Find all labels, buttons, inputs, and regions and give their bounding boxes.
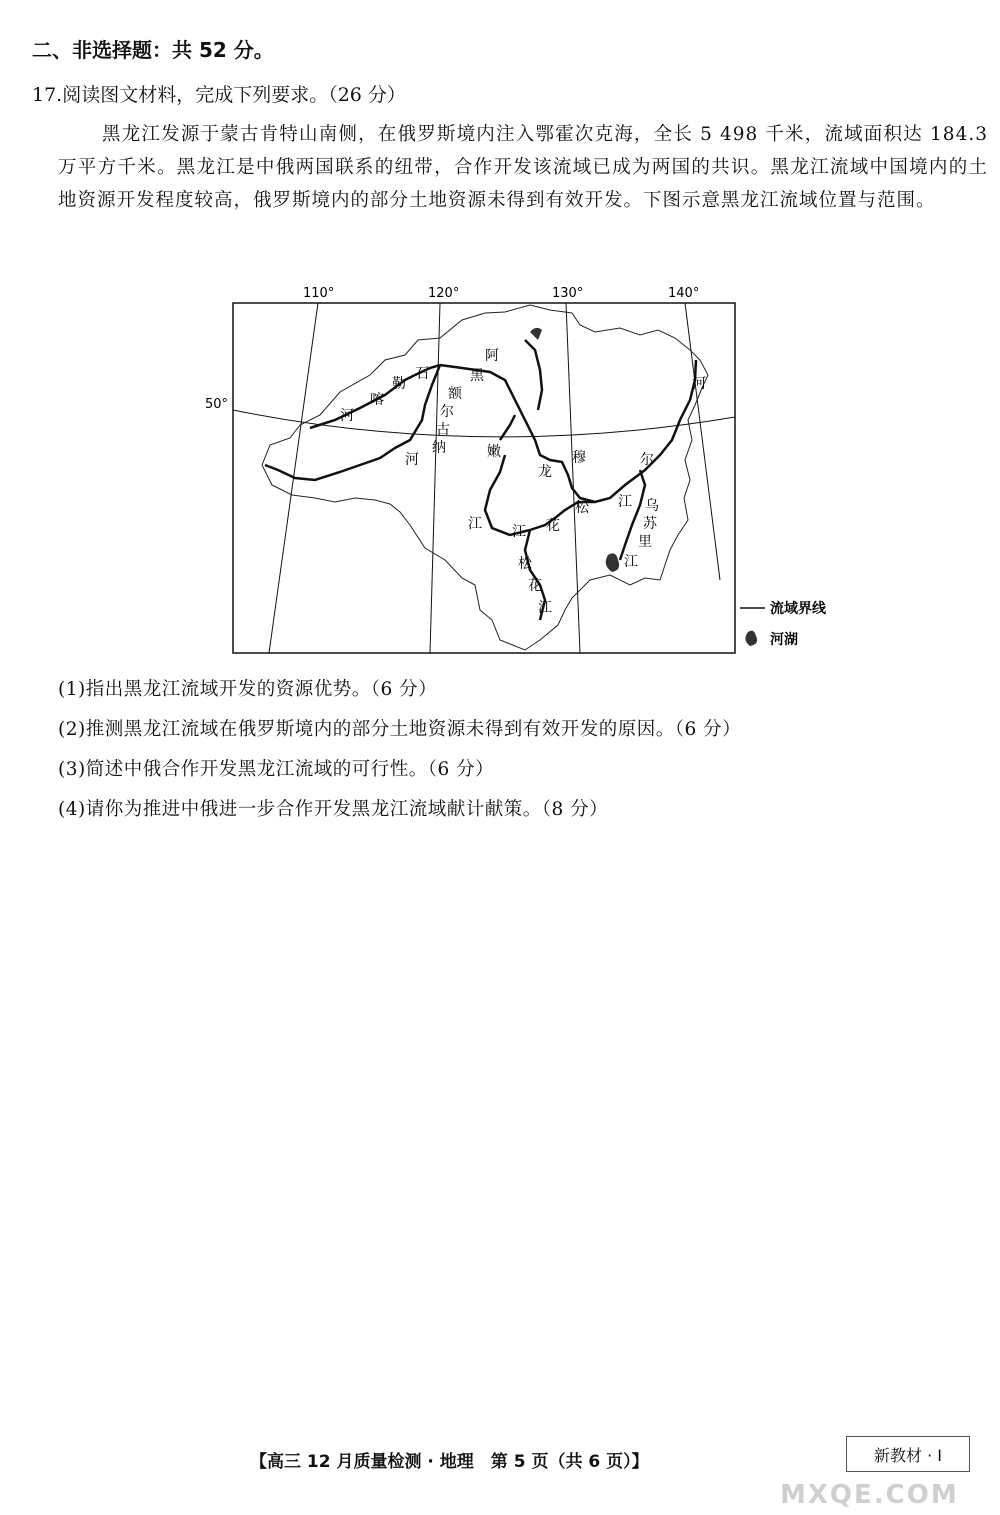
river-label: 松 — [518, 556, 532, 572]
river-label: 河 — [405, 452, 419, 468]
river-label: 龙 — [538, 464, 552, 480]
river-label: 嫩 — [487, 444, 501, 460]
question-title: 17.阅读图文材料，完成下列要求。（26 分） — [32, 84, 406, 106]
river-label: 石 — [415, 366, 429, 382]
parallel-50 — [233, 410, 735, 437]
sub-question-3: (3)简述中俄合作开发黑龙江流域的可行性。（6 分） — [58, 759, 495, 780]
river-label: 尔 — [440, 404, 454, 420]
river-label: 河 — [692, 376, 706, 392]
hulun-lake — [530, 328, 542, 340]
river-label: 黑 — [470, 368, 484, 384]
question-paragraph: 黑龙江发源于蒙古肯特山南侧，在俄罗斯境内注入鄂霍次克海，全长 5 498 千米，流域面积达 184.3 万平方千米。黑龙江是中俄两国联系的纽带，合作开发该流域已成为两国的共识。黑龙江流域中国境内的土地资源开发程度较高，俄罗斯境内的部分土地资源未得到有效开发。下图示意黑龙江流域位置与范围。 — [58, 124, 988, 211]
label-110: 110° — [303, 286, 335, 301]
label-50: 50° — [205, 397, 229, 412]
sub-question-4: (4)请你为推进中俄进一步合作开发黑龙江流域献计献策。（8 分） — [58, 799, 609, 820]
river-label: 乌 — [645, 498, 659, 514]
river-label: 河 — [340, 408, 354, 424]
river-label: 江 — [538, 600, 552, 616]
label-130: 130° — [552, 286, 584, 301]
edition-badge: 新教材 · I — [846, 1436, 970, 1472]
river-label: 穆 — [572, 450, 586, 466]
label-120: 120° — [428, 286, 460, 301]
label-140: 140° — [668, 286, 700, 301]
heilongjiang-basin-map — [200, 280, 840, 660]
river-labels — [340, 348, 706, 616]
legend-lake-label: 河湖 — [770, 632, 798, 648]
legend-lake-swatch — [745, 631, 757, 646]
meridian-140 — [685, 303, 720, 580]
river-label: 花 — [528, 578, 542, 594]
sub-question-1: (1)指出黑龙江流域开发的资源优势。（6 分） — [58, 679, 438, 700]
khanka-lake — [606, 553, 619, 572]
river-label: 喀 — [370, 392, 384, 408]
river-label: 勒 — [392, 376, 406, 392]
section-title: 二、非选择题：共 52 分。 — [32, 38, 274, 62]
river-label: 额 — [448, 386, 462, 402]
watermark: MXQE.COM — [780, 1480, 959, 1510]
amur-upper-loop — [525, 340, 542, 410]
river-label: 尔 — [640, 452, 654, 468]
river-label: 松 — [575, 500, 589, 516]
river-label: 江 — [618, 494, 632, 510]
page-footer: 【高三 12 月质量检测 · 地理 第 5 页（共 6 页）】 — [250, 1452, 649, 1472]
meridian-120 — [430, 303, 440, 653]
river-label: 里 — [638, 534, 652, 550]
map-frame — [233, 303, 735, 653]
river-label: 苏 — [643, 516, 657, 532]
river-label: 江 — [468, 516, 482, 532]
river-label: 古 — [436, 422, 450, 438]
river-label: 阿 — [485, 348, 499, 364]
river-label: 花 — [546, 518, 560, 534]
nen-river — [485, 415, 530, 535]
legend-boundary-label: 流域界线 — [770, 601, 826, 617]
river-label: 江 — [512, 524, 526, 540]
sub-question-2: (2)推测黑龙江流域在俄罗斯境内的部分土地资源未得到有效开发的原因。（6 分） — [58, 719, 742, 740]
river-label: 纳 — [432, 440, 446, 456]
river-label: 江 — [624, 554, 638, 570]
